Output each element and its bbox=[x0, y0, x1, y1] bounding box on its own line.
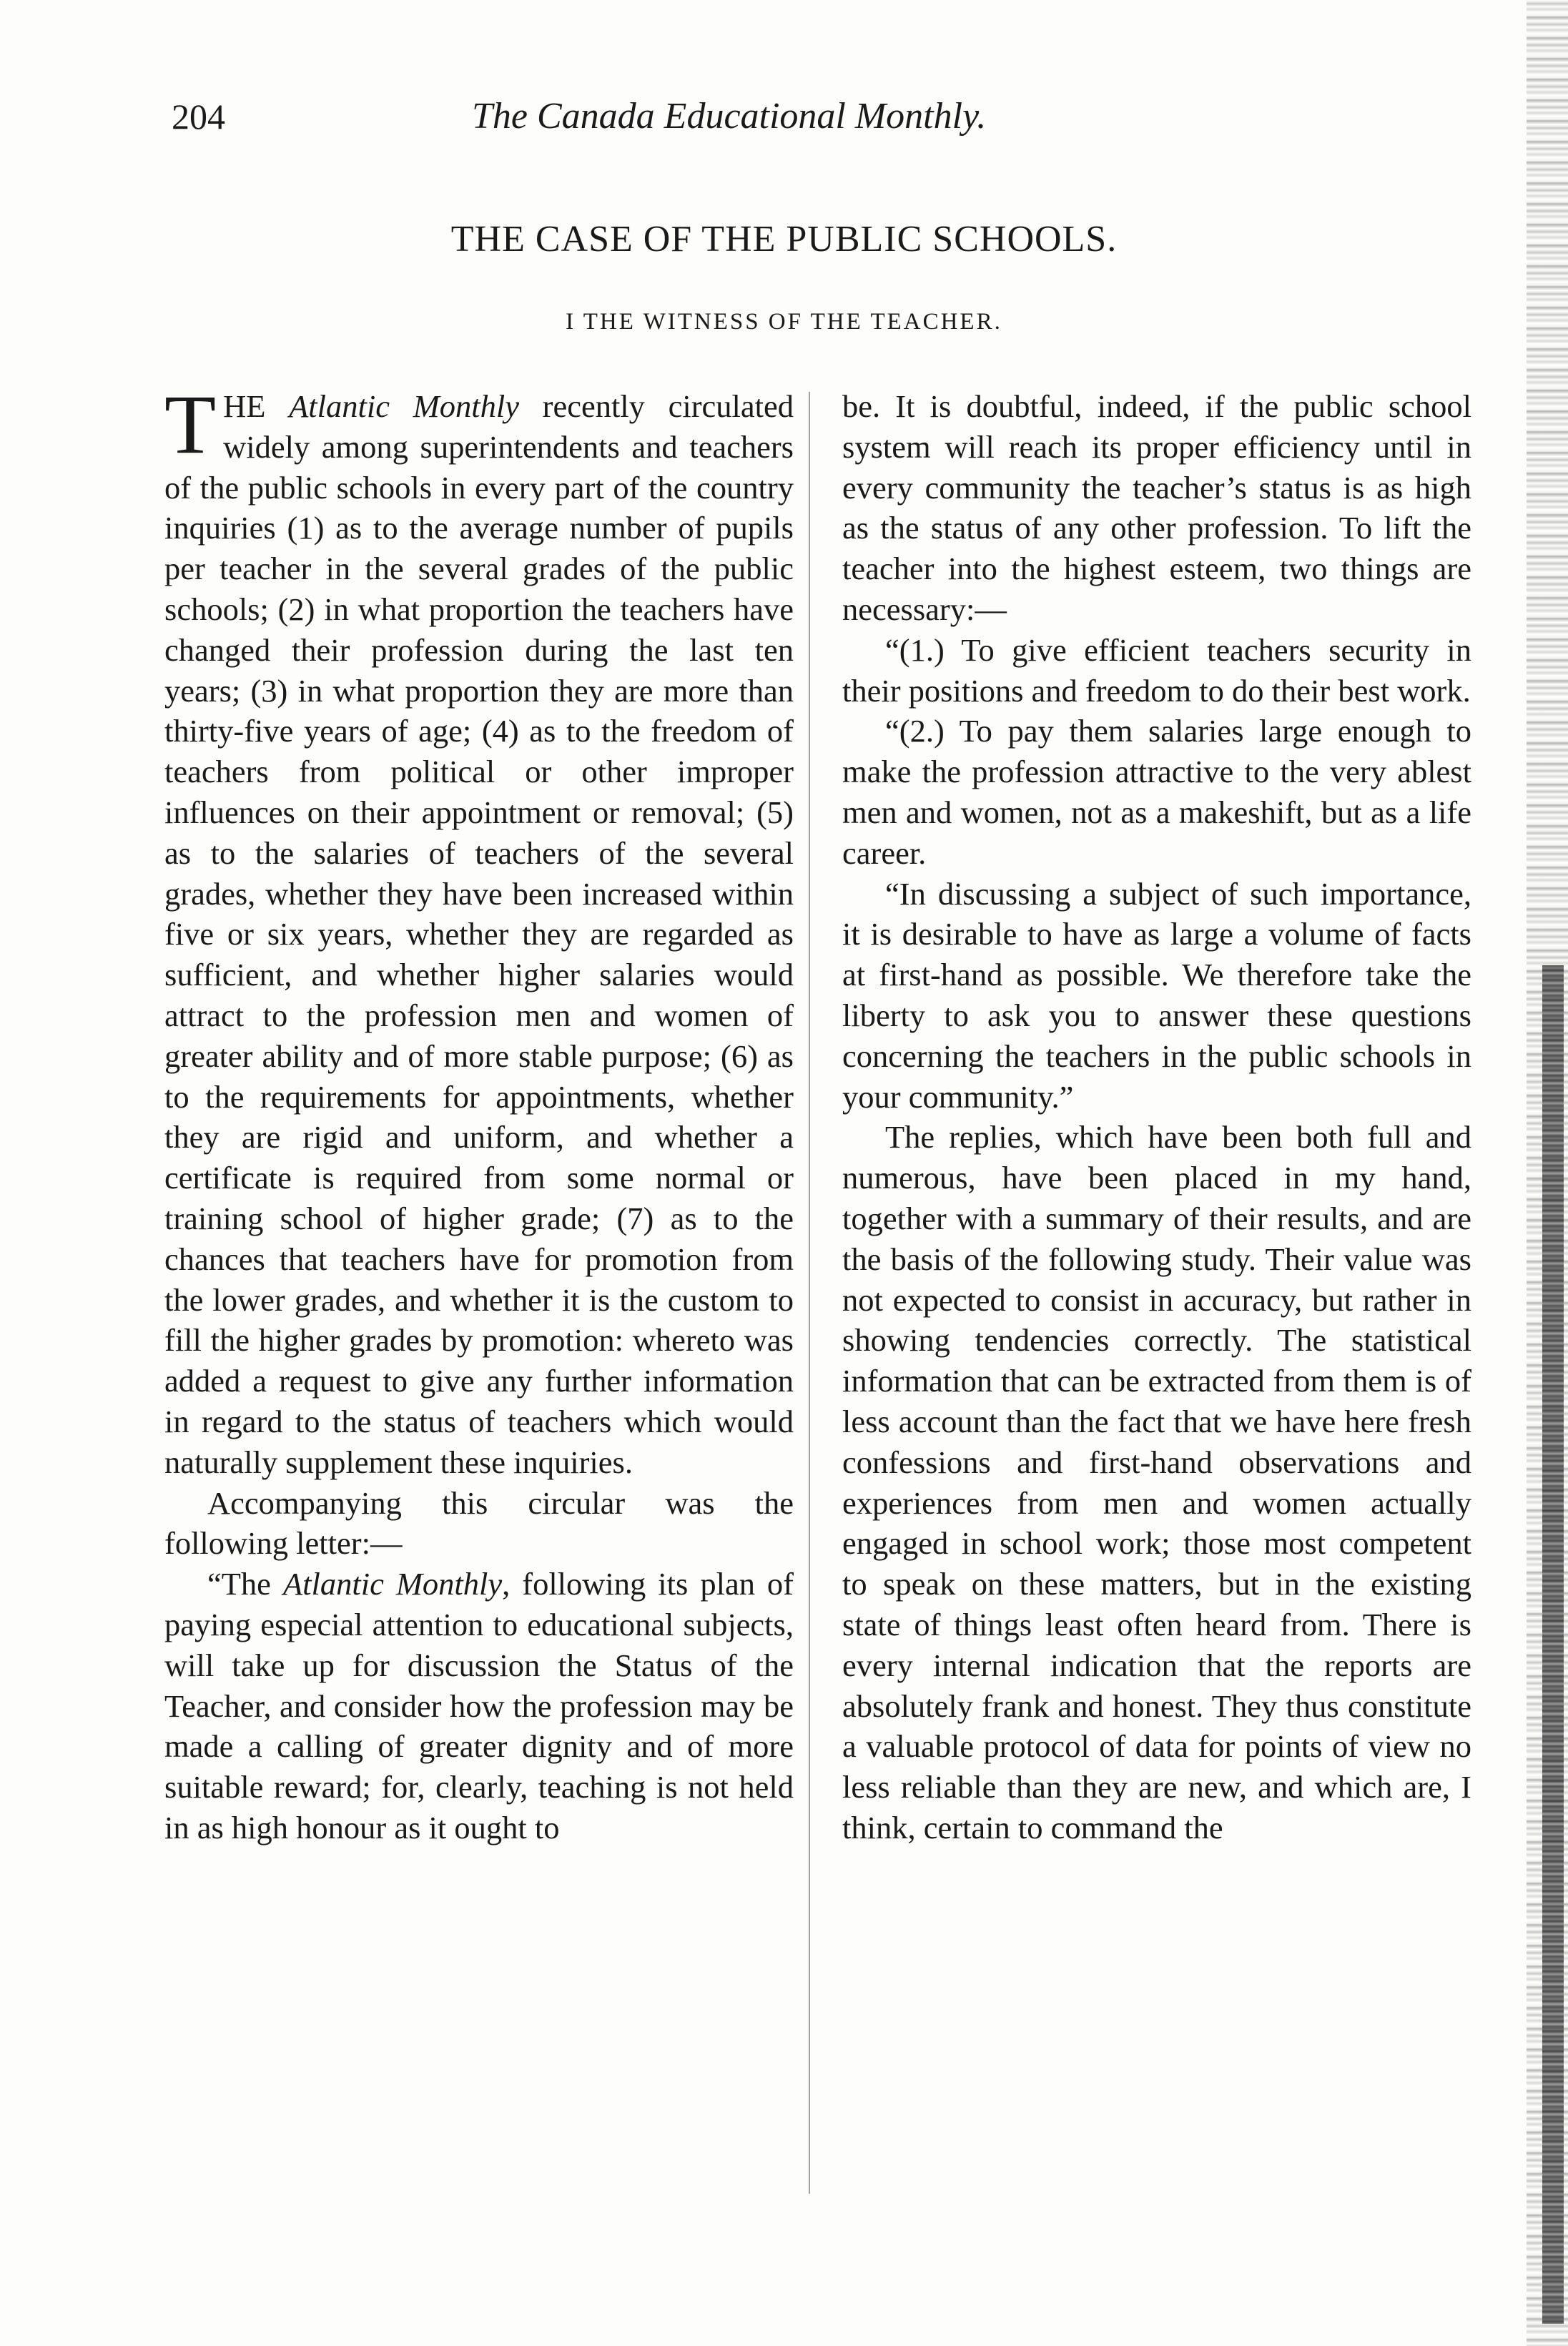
publication-name: Atlantic Monthly bbox=[282, 1566, 503, 1602]
paragraph bbox=[164, 378, 794, 1483]
column-divider bbox=[809, 392, 810, 2194]
publication-name: Atlantic Monthly bbox=[289, 388, 519, 424]
paragraph-text: recently circulated widely among superintendents and teachers of the public schools in every part of the country inquiries (1) as to the average number of pupils per teacher in the several grades of the public schools; (2) in what proportion the teachers have changed their profession during the last ten years; (3) in what proportion they are more than thirty-five years of age; (4) as to the freedom of teachers from political or other improper influences on their appointment or removal; (5) as to the salaries of teachers of the several grades, whether they have been increased within five or six years, whether they are regarded as sufficient, and whether higher salaries would attract to the profession men and women of greater ability and of more stable purpose; (6) as to the requirements for appointments, whether they are rigid and uniform, and whether a certificate is required from some normal or training school of higher grade; (7) as to the chances that teachers have for promotion from the lower grades, and whether it is the custom to fill the higher grades by promotion: whereto was added a request to give any further information in regard to the status of teachers which would naturally supplement these inquiries. bbox=[164, 388, 794, 1480]
paragraph-text: HE bbox=[223, 388, 290, 424]
section-title: I THE WITNESS OF THE TEACHER. bbox=[566, 309, 1002, 335]
paragraph: “(2.) To pay them salaries large enough to make the profession attractive to the very ablest men and women, not as a makeshift, but as a life career. bbox=[842, 713, 1471, 871]
paragraph: Accompanying this circular was the following letter:— bbox=[164, 1484, 794, 1562]
article-title: THE CASE OF THE PUBLIC SCHOOLS. bbox=[450, 219, 1118, 260]
left-column bbox=[164, 378, 794, 1848]
running-head bbox=[172, 92, 1459, 142]
paragraph-text: , following its plan of paying especial attention to educational subjects, will take up for discussion the Status of the Teacher, and consider how the profession may be made a calling of greater dignity and of more suitable reward; for, clearly, teaching is not held in as high honour as it ought to bbox=[164, 1566, 794, 1845]
page-number: 204 bbox=[172, 97, 225, 137]
paragraph-text: “The bbox=[207, 1566, 283, 1602]
right-column bbox=[842, 386, 1471, 1848]
drop-cap: T bbox=[164, 378, 217, 471]
paragraph: be. It is doubtful, indeed, if the public school system will reach its proper efficiency until in every community the teacher’s status is as high as the status of any other profession. To lift the teacher into the highest esteem, two things are necessary:— bbox=[842, 388, 1471, 627]
paragraph: “(1.) To give efficient teachers security in their positions and freedom to do their best work. bbox=[842, 631, 1471, 709]
paragraph: The replies, which have been both full and numerous, have been placed in my hand, together with a summary of their results, and are the basis of the following study. Their value was not expected to consist in accuracy, but rather in showing tendencies correctly. The statistical information that can be extracted from them is of less account than the fact that we have here fresh confessions and first-hand observations and experiences from men and women actually engaged in school work; those most competent to speak on these matters, but in the existing state of things least often heard from. There is every internal indication that the reports are absolutely frank and honest. They thus constitute a valuable protocol of data for points of view no less reliable than they are new, and which are, I think, certain to command the bbox=[842, 1119, 1471, 1845]
paragraph: “In discussing a subject of such importance, it is desirable to have as large a volume of facts at first-hand as possible. We therefore take the liberty to ask you to answer these questions concerning the teachers in the public schools in your community.” bbox=[842, 875, 1471, 1115]
paragraph bbox=[164, 1564, 794, 1848]
journal-title: The Canada Educational Monthly. bbox=[472, 96, 987, 137]
scan-edge-gutter bbox=[1542, 965, 1564, 2324]
